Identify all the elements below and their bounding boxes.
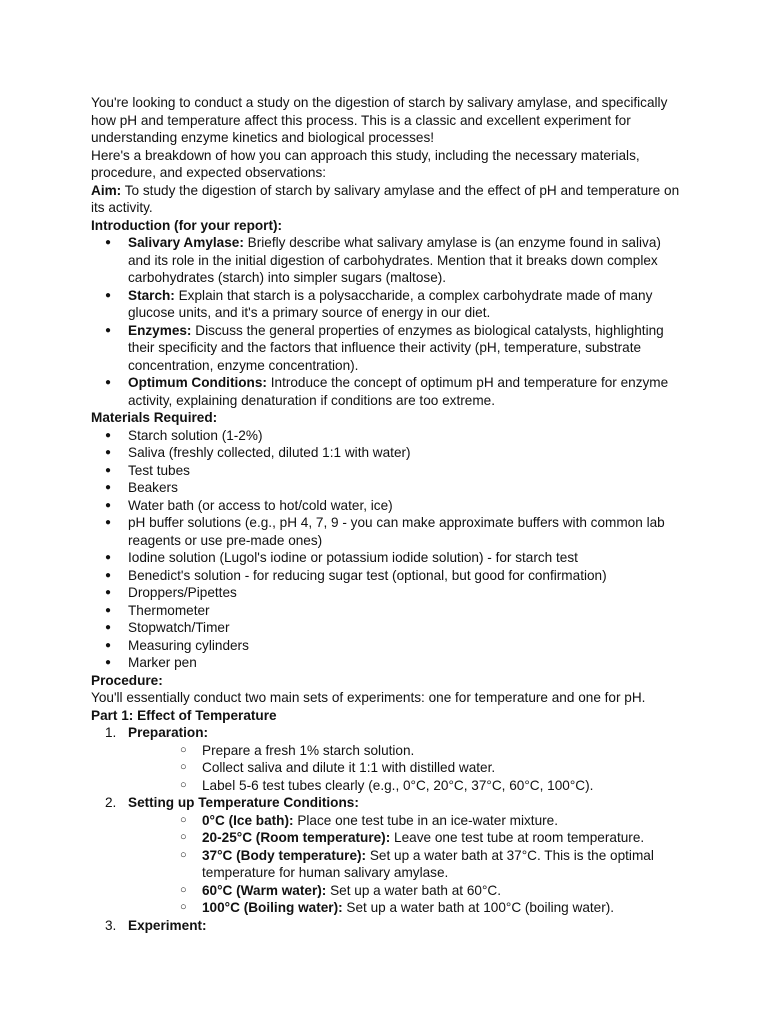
step-number: 3. <box>105 917 117 933</box>
list-item <box>91 234 681 287</box>
sub-text: Prepare a fresh 1% starch solution. <box>202 742 415 758</box>
step-item <box>91 724 681 794</box>
sub-text: Set up a water bath at 60°C. <box>326 882 502 898</box>
list-item: ● Marker pen <box>91 654 681 672</box>
sub-item <box>128 777 681 795</box>
step-number: 1. <box>105 725 117 740</box>
list-item: ● Stopwatch/Timer <box>91 619 681 637</box>
aim-text: To study the digestion of starch by salivary amylase and the effect of pH and temperature on its activity. <box>91 182 680 215</box>
item-text: Explain that starch is a polysaccharide, a complex carbohydrate made of many glucose units, and it's a primary source of energy in our diet. <box>128 287 653 320</box>
sub-list <box>128 742 681 795</box>
document-page <box>91 94 681 934</box>
sub-text: Leave one test tube at room temperature. <box>390 830 645 845</box>
sub-item <box>128 847 681 882</box>
list-item: ● Benedict's solution - for reducing sugar test (optional, but good for confirmation) <box>91 567 681 585</box>
list-item <box>91 322 681 375</box>
procedure-heading: Procedure: <box>91 672 163 688</box>
sub-term: 0°C (Ice bath): <box>202 812 294 828</box>
list-item: ● Beakers <box>91 479 681 497</box>
procedure-paragraph: You'll essentially conduct two main sets of experiments: one for temperature and one for pH. <box>91 690 646 705</box>
sub-text: Label 5-6 test tubes clearly (e.g., 0°C, 20°C, 37°C, 60°C, 100°C). <box>202 777 594 793</box>
list-item: ● Measuring cylinders <box>91 637 681 655</box>
list-item: ● Iodine solution (Lugol's iodine or potassium iodide solution) - for starch test <box>91 549 681 567</box>
sub-text: Set up a water bath at 100°C (boiling water). <box>342 900 615 915</box>
item-text: Discuss the general properties of enzymes as biological catalysts, highlighting their specificity and the factors that influence their activity (pH, temperature, substrate concentration, enzyme concentration). <box>128 322 664 373</box>
sub-text: Set up a water bath at 37°C. This is the optimal temperature for human salivary amylase. <box>202 847 654 880</box>
sub-item <box>128 812 681 830</box>
sub-item <box>128 882 681 900</box>
sub-term: 60°C (Warm water): <box>202 882 327 898</box>
part1-steps <box>91 724 681 934</box>
part1-heading: Part 1: Effect of Temperature <box>91 707 277 723</box>
list-item: ● Starch solution (1-2%) <box>91 427 681 445</box>
item-term: Optimum Conditions: <box>128 375 267 390</box>
sub-term: 20-25°C (Room temperature): <box>202 830 391 845</box>
intro-paragraph-2: Here's a breakdown of how you can approach this study, including the necessary materials, procedure, and expected observations: <box>91 147 640 180</box>
sub-term: 37°C (Body temperature): <box>202 847 367 863</box>
sub-term: 100°C (Boiling water): <box>202 900 343 915</box>
item-text: Introduce the concept of optimum pH and temperature for enzyme activity, explaining denaturation if conditions are too extreme. <box>128 375 669 408</box>
list-item <box>91 287 681 322</box>
introduction-heading: Introduction (for your report): <box>91 217 283 233</box>
item-text: Briefly describe what salivary amylase is (an enzyme found in saliva) and its role in the initial digestion of carbohydrates. Mention that it breaks down complex carbohydrates (starch) into simpler sugars (maltose). <box>128 235 661 285</box>
materials-heading: Materials Required: <box>91 410 218 425</box>
step-number: 2. <box>105 795 117 810</box>
sub-text: Collect saliva and dilute it 1:1 with distilled water. <box>202 760 496 775</box>
step-title: Preparation: <box>128 725 209 740</box>
introduction-list <box>91 234 681 409</box>
item-term: Enzymes: <box>128 322 192 338</box>
sub-item <box>128 829 681 847</box>
step-item <box>91 794 681 917</box>
sub-list <box>128 812 681 917</box>
aim-label: Aim: <box>91 182 122 198</box>
sub-item <box>128 759 681 777</box>
step-title: Setting up Temperature Conditions: <box>128 795 359 810</box>
intro-paragraph-1: You're looking to conduct a study on the digestion of starch by salivary amylase, and specifically how pH and temperature affect this process. This is a classic and excellent experiment for understanding enzyme kinetics and biological processes! <box>91 95 668 145</box>
list-item: ● pH buffer solutions (e.g., pH 4, 7, 9 - you can make approximate buffers with common lab reagents or use pre-made ones) <box>91 514 681 549</box>
list-item: ● Saliva (freshly collected, diluted 1:1 with water) <box>91 444 681 462</box>
sub-item <box>128 742 681 760</box>
step-title: Experiment: <box>128 917 207 933</box>
materials-list <box>91 427 681 672</box>
step-item <box>91 917 681 935</box>
list-item: ● Thermometer <box>91 602 681 620</box>
sub-text: Place one test tube in an ice-water mixture. <box>293 812 559 828</box>
item-term: Salivary Amylase: <box>128 235 244 250</box>
list-item <box>91 374 681 409</box>
list-item: ● Test tubes <box>91 462 681 480</box>
item-term: Starch: <box>128 287 175 303</box>
list-item: ● Droppers/Pipettes <box>91 584 681 602</box>
sub-item <box>128 899 681 917</box>
list-item: ● Water bath (or access to hot/cold water, ice) <box>91 497 681 515</box>
aim-paragraph <box>91 182 681 217</box>
